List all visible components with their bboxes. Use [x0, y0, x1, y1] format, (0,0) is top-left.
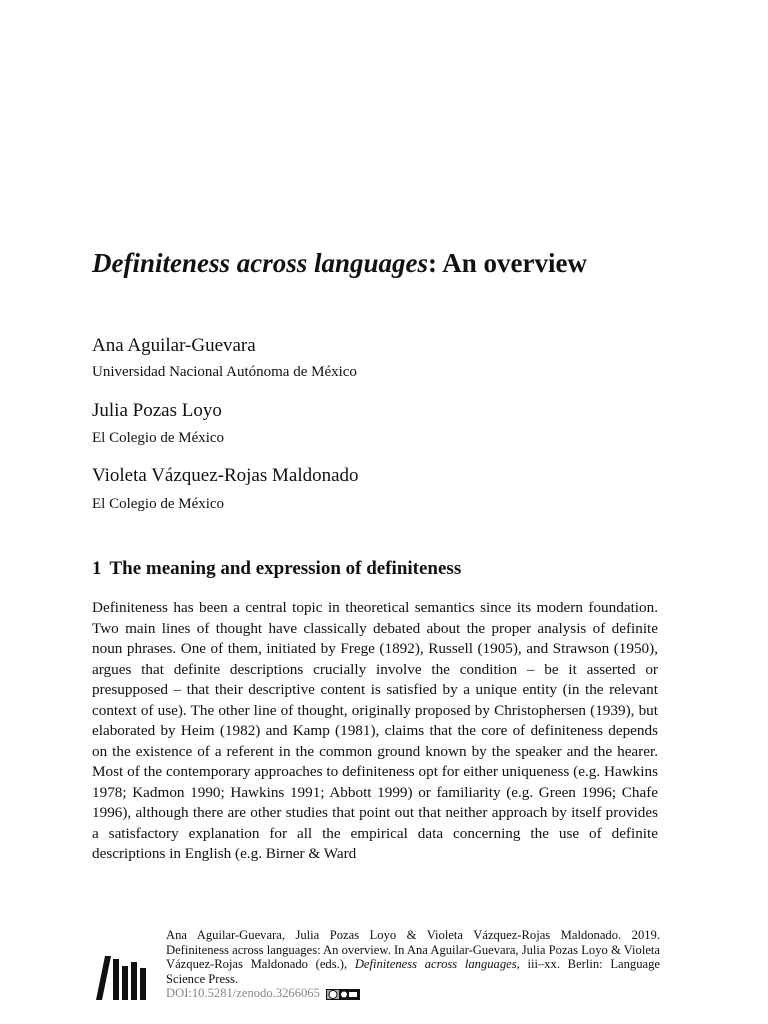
- citation-text: Ana Aguilar-Guevara, Julia Pozas Loyo & Violeta Vázquez-Rojas Maldonado. 2019. Definiteness across languages: An overview. In Ana Aguilar-Guevara, Julia Pozas Loyo & Violeta Vázquez-Rojas Maldonado (eds.),: [166, 928, 660, 971]
- citation-text-end: , iii–xx. Berlin: Language Science Press.: [166, 957, 660, 986]
- citation-footer: [166, 928, 660, 1001]
- author-affiliation: El Colegio de México: [92, 496, 225, 512]
- language-science-press-logo-icon: [96, 956, 148, 1000]
- author-affiliation: Universidad Nacional Autónoma de México: [92, 364, 357, 380]
- cc-by-icon: [326, 989, 360, 1000]
- paper-title: [92, 245, 652, 281]
- section-title: The meaning and expression of definiteness: [109, 558, 462, 579]
- doi-link[interactable]: DOI:10.5281/zenodo.3266065: [166, 986, 320, 1000]
- section-number: 1: [92, 558, 102, 579]
- body-paragraph: Definiteness has been a central topic in theoretical semantics since its modern foundation. Two main lines of thought have classically debated about the proper analysis of definite noun phrases. One of them, initiated by Frege (1892), Russell (1905), and Strawson (1950), argues that definite descriptions crucially involve the condition – be it asserted or presupposed – that their descriptive content is satisfied by a unique entity (in the relevant context of use). The other line of thought, originally proposed by Christophersen (1939), but elaborated by Heim (1982) and Kamp (1981), claims that the core of definiteness depends on the existence of a referent in the common ground known by the speaker and the hearer. Most of the contemporary approaches to definiteness opt for either uniqueness (e.g. Hawkins 1978; Kadmon 1990; Hawkins 1991; Abbott 1999) or familiarity (e.g. Green 1996; Chafe 1996), although there are other studies that point out that neither approach by itself provides a satisfactory explanation for all the empirical data concerning the use of definite descriptions in English (e.g. Birner & Ward: [92, 599, 658, 862]
- title-italic: Definiteness across languages: [92, 248, 429, 278]
- author-name: Ana Aguilar-Guevara: [92, 335, 256, 356]
- author-affiliation: El Colegio de México: [92, 430, 225, 446]
- title-rest: : An overview: [428, 248, 587, 278]
- section-heading: [92, 557, 461, 581]
- author-name: Violeta Vázquez-Rojas Maldonado: [92, 465, 359, 486]
- citation-book-title: Definiteness across languages: [354, 957, 517, 971]
- author-name: Julia Pozas Loyo: [92, 400, 222, 421]
